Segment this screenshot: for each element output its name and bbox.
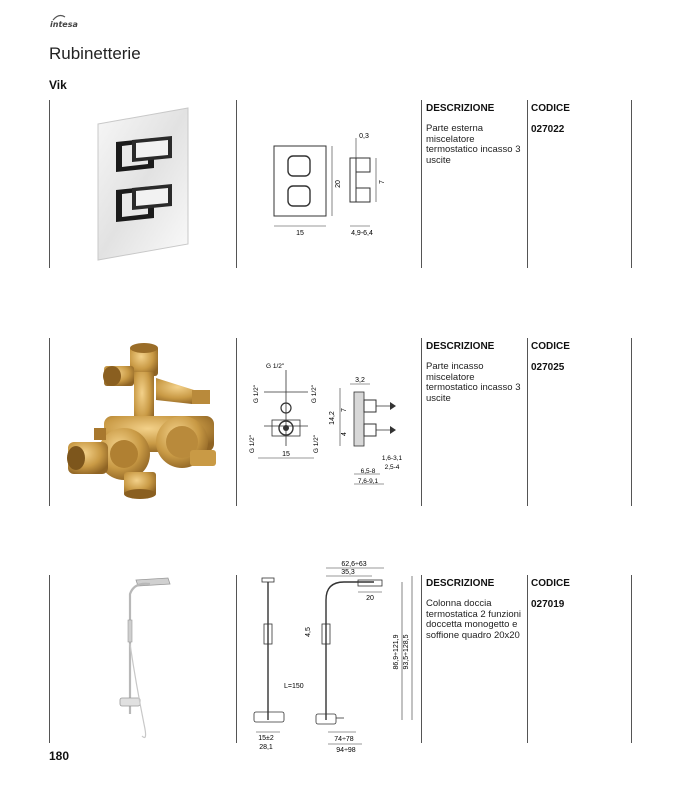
dimension-label: 20	[335, 180, 342, 188]
description-header: DESCRIZIONE	[426, 578, 495, 589]
dimension-label: 2,5-4	[384, 464, 400, 471]
dimension-label: 35,3	[341, 569, 355, 576]
dimension-label: 4,5	[305, 627, 312, 637]
technical-drawing-external-part	[262, 128, 392, 240]
divider	[631, 100, 632, 268]
code-header: CODICE	[531, 103, 570, 114]
divider	[631, 338, 632, 506]
product-photo-shower-column	[106, 574, 180, 744]
dimension-label: 15	[282, 451, 290, 458]
product-photo-external-part	[96, 106, 190, 262]
divider	[631, 575, 632, 743]
product-description: Parte incasso miscelatore termostatico incasso 3 uscite	[426, 361, 521, 404]
description-header: DESCRIZIONE	[426, 341, 495, 352]
product-photo-valve-body	[64, 342, 224, 500]
dimension-label: 4,9-6,4	[351, 230, 373, 237]
dimension-label: 1,6-3,1	[381, 455, 403, 462]
page-number: 180	[49, 749, 70, 763]
divider	[421, 575, 422, 743]
technical-drawing-shower-column	[244, 560, 420, 756]
technical-drawing-valve-body	[244, 362, 416, 488]
dimension-label: 14,2	[329, 411, 336, 425]
dimension-label: 4	[341, 432, 348, 436]
code-header: CODICE	[531, 578, 570, 589]
product-code: 027025	[531, 362, 565, 373]
product-description: Parte esterna miscelatore termostatico incasso 3 uscite	[426, 123, 521, 166]
divider	[236, 100, 237, 268]
dimension-label: L=150	[284, 683, 304, 690]
divider	[236, 338, 237, 506]
dimension-label: G 1/2"	[311, 384, 318, 404]
product-code: 027019	[531, 599, 565, 610]
dimension-label: 94÷98	[336, 747, 356, 754]
dimension-label: 0,3	[359, 133, 369, 140]
dimension-label: 74÷78	[334, 736, 354, 743]
dimension-label: 62,6÷63	[341, 561, 367, 568]
dimension-label: 15±2	[258, 735, 274, 742]
divider	[421, 338, 422, 506]
description-header: DESCRIZIONE	[426, 103, 495, 114]
dimension-label: 7	[379, 180, 386, 184]
divider	[527, 100, 528, 268]
dimension-label: 15	[296, 230, 304, 237]
dimension-label: 86,9÷121,9	[393, 634, 400, 670]
dimension-label: 7,6-9,1	[357, 478, 379, 485]
divider	[527, 575, 528, 743]
divider	[236, 575, 237, 743]
divider	[527, 338, 528, 506]
series-title: Vik	[49, 78, 67, 92]
section-title: Rubinetterie	[49, 44, 141, 63]
dimension-label: 93,5÷128,5	[403, 634, 410, 670]
dimension-label: 3,2	[355, 377, 365, 384]
product-code: 027022	[531, 124, 565, 135]
dimension-label: 6,5-8	[360, 468, 376, 475]
dimension-label: 7	[341, 408, 348, 412]
code-header: CODICE	[531, 341, 570, 352]
dimension-label: 28,1	[259, 744, 273, 751]
brand-logo: intesa	[50, 20, 78, 29]
dimension-label: G 1/2"	[253, 384, 260, 404]
product-description: Colonna doccia termostatica 2 funzioni doccetta monogetto e soffione quadro 20x20	[426, 598, 522, 641]
divider	[49, 100, 50, 268]
dimension-label: G 1/2"	[249, 434, 256, 454]
dimension-label: G 1/2"	[313, 434, 320, 454]
divider	[49, 575, 50, 743]
dimension-label: 20	[366, 595, 374, 602]
divider	[49, 338, 50, 506]
dimension-label: G 1/2"	[266, 363, 285, 370]
divider	[421, 100, 422, 268]
